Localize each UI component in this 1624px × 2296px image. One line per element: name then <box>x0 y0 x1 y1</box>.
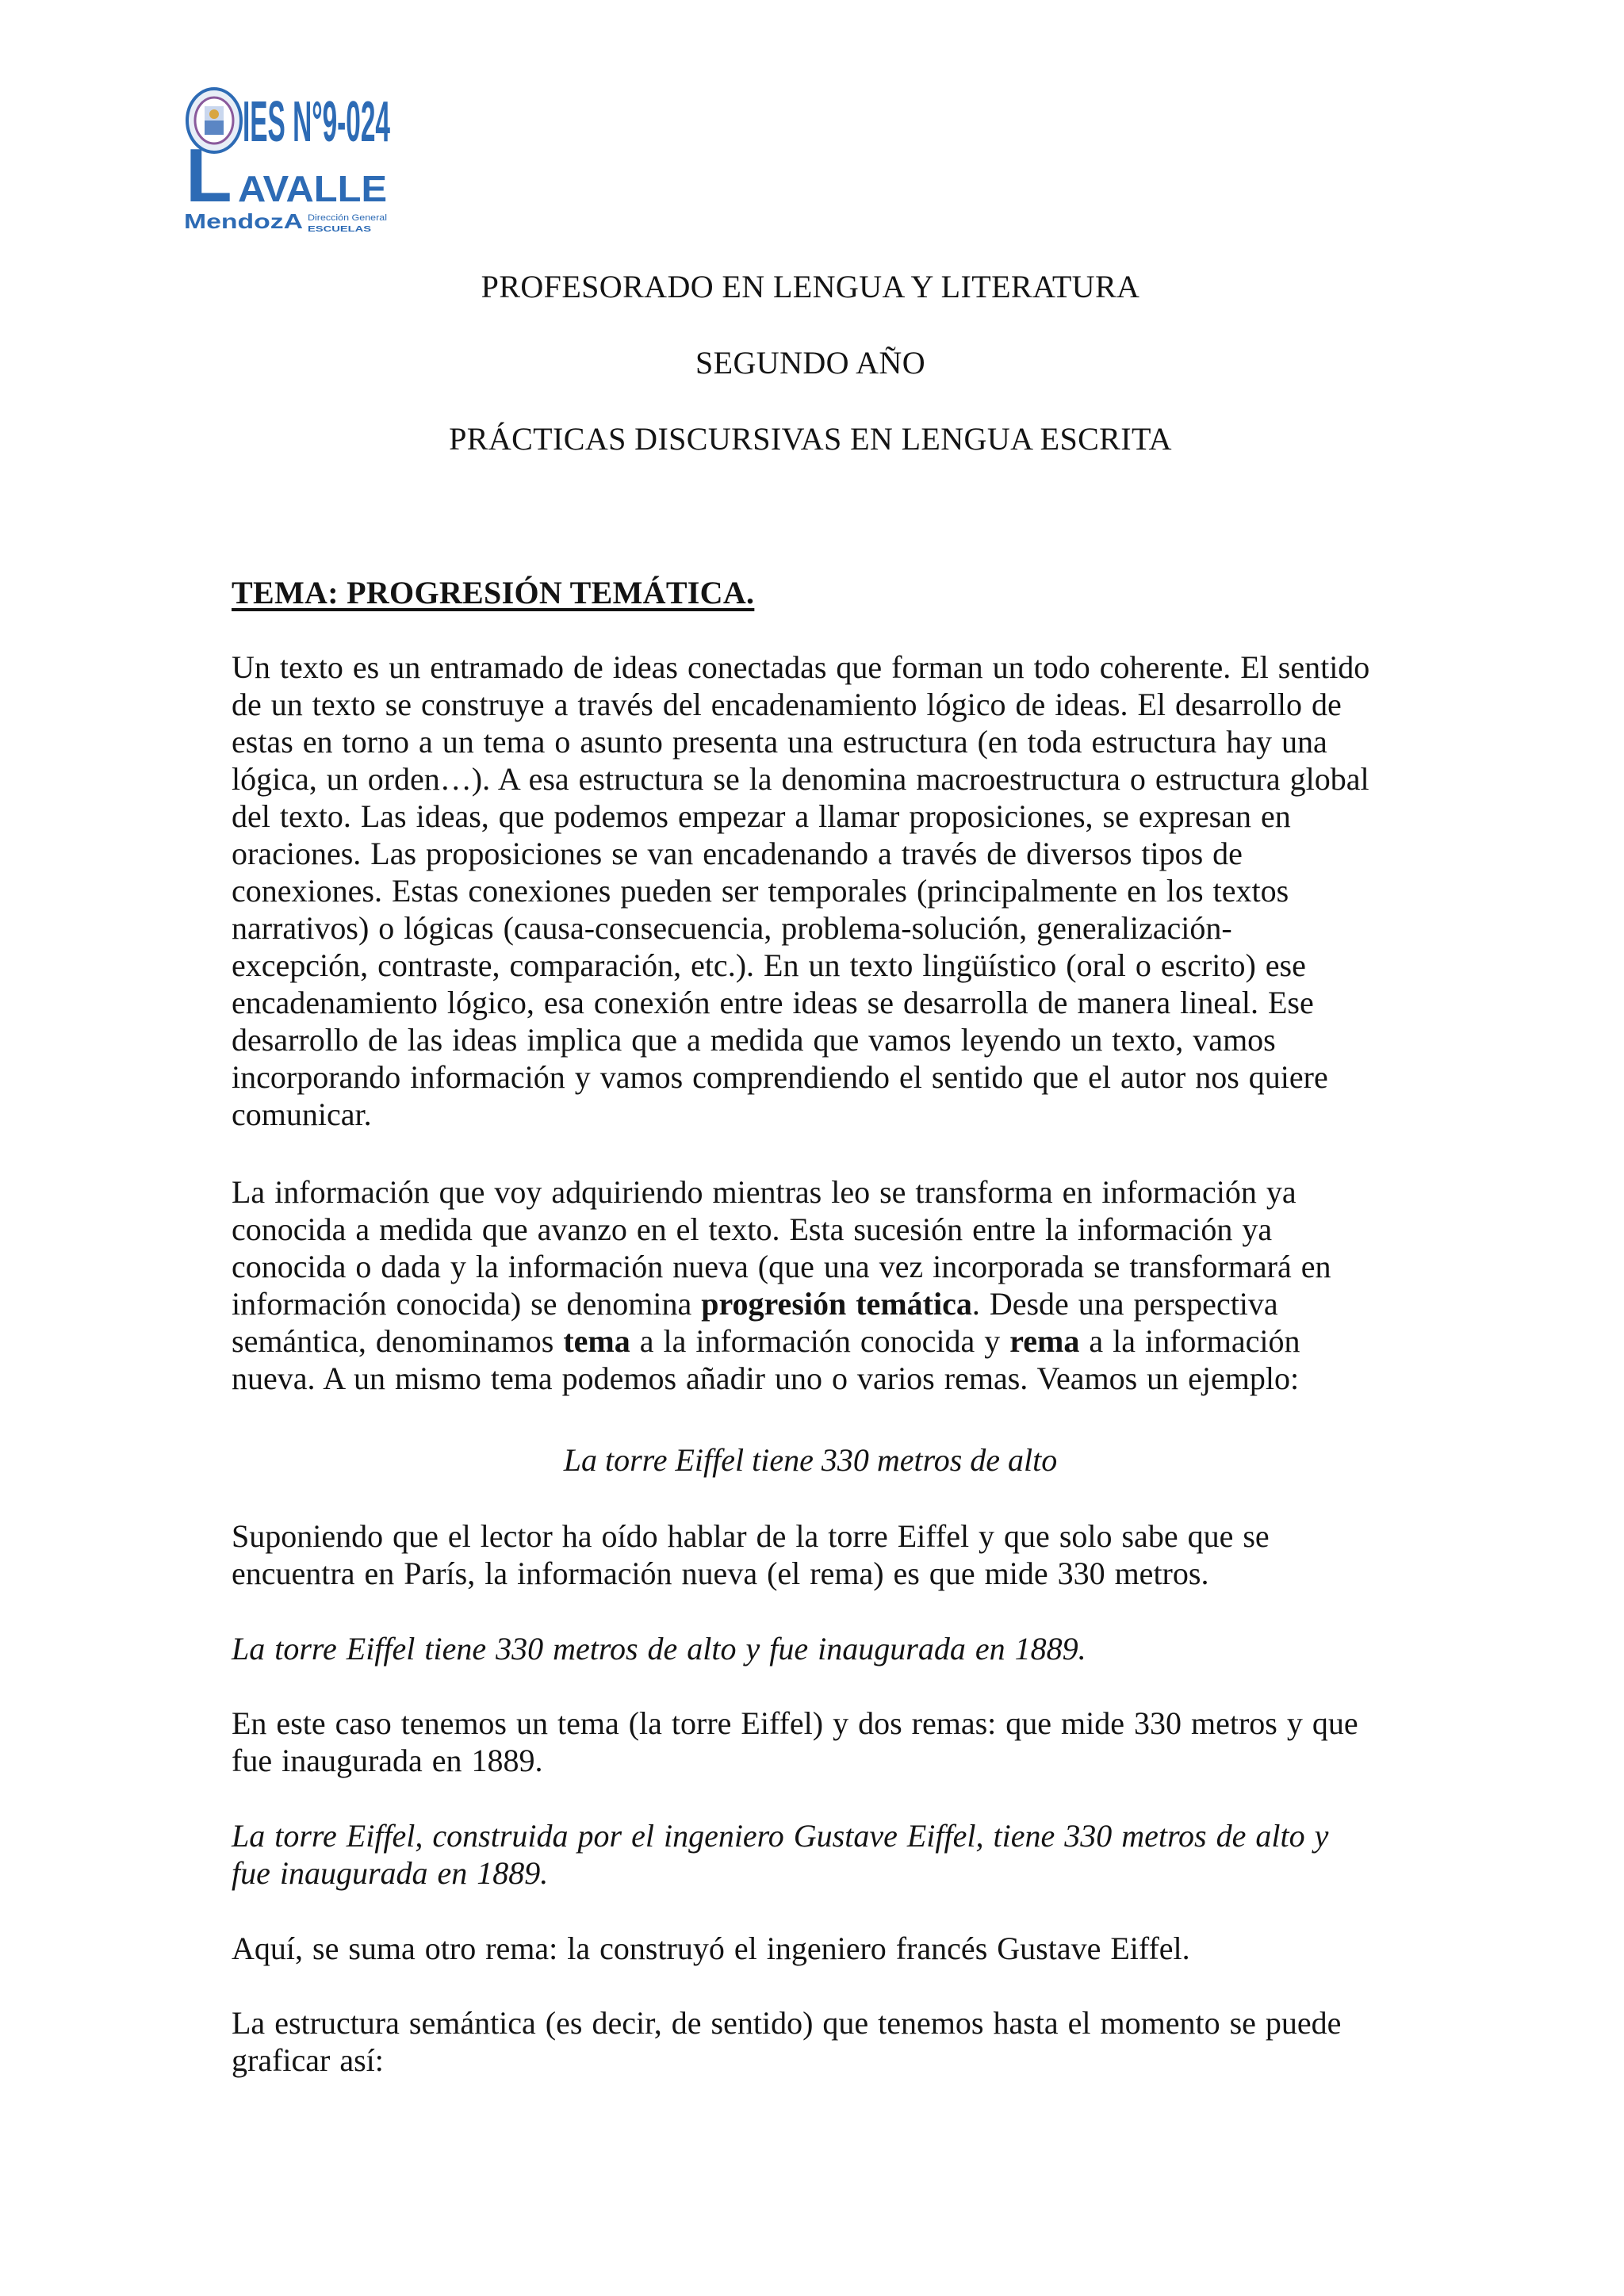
text-line: Un texto es un entramado de ideas conectadas que forman un todo coherente. El sentido <box>232 649 1370 685</box>
paragraph-semantic-structure <box>232 2004 1389 2079</box>
text-line: semántica, denominamos tema a la información conocida y rema a la información <box>232 1323 1300 1359</box>
text-line: Suponiendo que el lector ha oído hablar de la torre Eiffel y que solo sabe que se <box>232 1518 1270 1554</box>
paragraph-rema-explanation <box>232 1517 1389 1592</box>
text-line: información conocida) se denomina progresión temática. Desde una perspectiva <box>232 1286 1278 1322</box>
header-year: SEGUNDO AÑO <box>695 345 925 381</box>
text-line: estas en torno a un tema o asunto presenta una estructura (en toda estructura hay una <box>232 724 1327 760</box>
text-line: del texto. Las ideas, que podemos empezar a llamar proposiciones, se expresan en <box>232 798 1291 834</box>
text-line: encadenamiento lógico, esa conexión entre ideas se desarrolla de manera lineal. Ese <box>232 985 1314 1020</box>
term-rema: rema <box>1009 1323 1080 1359</box>
text-line: En este caso tenemos un tema (la torre Eiffel) y dos remas: que mide 330 metros y que <box>232 1705 1358 1741</box>
text-line: La torre Eiffel tiene 330 metros de alto y fue inaugurada en 1889. <box>232 1631 1086 1667</box>
text-line: incorporando información y vamos comprendiendo el sentido que el autor nos quiere <box>232 1059 1328 1095</box>
logo-mendoza-text: MendozA <box>184 209 304 233</box>
text-line: conexiones. Estas conexiones pueden ser temporales (principalmente en los textos <box>232 873 1289 909</box>
term-tema: tema <box>563 1323 630 1359</box>
logo-l-letter: L <box>186 133 232 218</box>
example-sentence-3 <box>232 1817 1389 1892</box>
text-line: excepción, contraste, comparación, etc.). En un texto lingüístico (oral o escrito) ese <box>232 947 1306 983</box>
term-progresion-tematica: progresión temática <box>701 1286 972 1322</box>
text-line: graficar así: <box>232 2042 384 2078</box>
logo-escuelas-text: ESCUELAS <box>308 225 372 234</box>
text-line: La estructura semántica (es decir, de sentido) que tenemos hasta el momento se puede <box>232 2005 1342 2041</box>
text-line: encuentra en París, la información nueva (el rema) es que mide 330 metros. <box>232 1556 1209 1591</box>
header-subject: PRÁCTICAS DISCURSIVAS EN LENGUA ESCRITA <box>449 421 1172 457</box>
text-line: oraciones. Las proposiciones se van encadenando a través de diversos tipos de <box>232 836 1243 871</box>
institution-logo <box>181 86 393 236</box>
header-program: PROFESORADO EN LENGUA Y LITERATURA <box>481 269 1140 304</box>
text-line: Aquí, se suma otro rema: la construyó el ingeniero francés Gustave Eiffel. <box>232 1931 1190 1966</box>
text-line: fue inaugurada en 1889. <box>232 1743 543 1778</box>
text-line: desarrollo de las ideas implica que a medida que vamos leyendo un texto, vamos <box>232 1022 1276 1058</box>
paragraph-progression <box>232 1173 1389 1397</box>
example-sentence-2 <box>232 1630 1389 1667</box>
text-line: nueva. A un mismo tema podemos añadir uno o varios remas. Veamos un ejemplo: <box>232 1360 1300 1396</box>
paragraph-intro <box>232 649 1389 1133</box>
topic-title: TEMA: PROGRESIÓN TEMÁTICA. <box>232 575 755 610</box>
logo-lavalle-text: AVALLE <box>238 168 387 209</box>
text-line: fue inaugurada en 1889. <box>232 1855 549 1891</box>
text-line: comunicar. <box>232 1096 372 1132</box>
paragraph-two-remas <box>232 1705 1389 1779</box>
paragraph-another-rema <box>232 1930 1389 1967</box>
text-line: de un texto se construye a través del encadenamiento lógico de ideas. El desarrollo de <box>232 687 1342 722</box>
logo-ies-text: IES N°9-024 <box>243 90 390 154</box>
text-line: conocida o dada y la información nueva (que una vez incorporada se transformará en <box>232 1249 1331 1284</box>
logo-direccion-text: Dirección General <box>308 213 387 223</box>
text-line: La torre Eiffel, construida por el ingeniero Gustave Eiffel, tiene 330 metros de alto y <box>232 1818 1329 1854</box>
text-line: conocida a medida que avanzo en el texto. Esta sucesión entre la información ya <box>232 1211 1273 1247</box>
example-sentence-1: La torre Eiffel tiene 330 metros de alto <box>563 1442 1058 1478</box>
text-line: lógica, un orden…). A esa estructura se la denomina macroestructura o estructura global <box>232 761 1369 797</box>
text-line: narrativos) o lógicas (causa-consecuencia, problema-solución, generalización- <box>232 910 1232 946</box>
text-line: La información que voy adquiriendo mientras leo se transforma en información ya <box>232 1174 1297 1210</box>
